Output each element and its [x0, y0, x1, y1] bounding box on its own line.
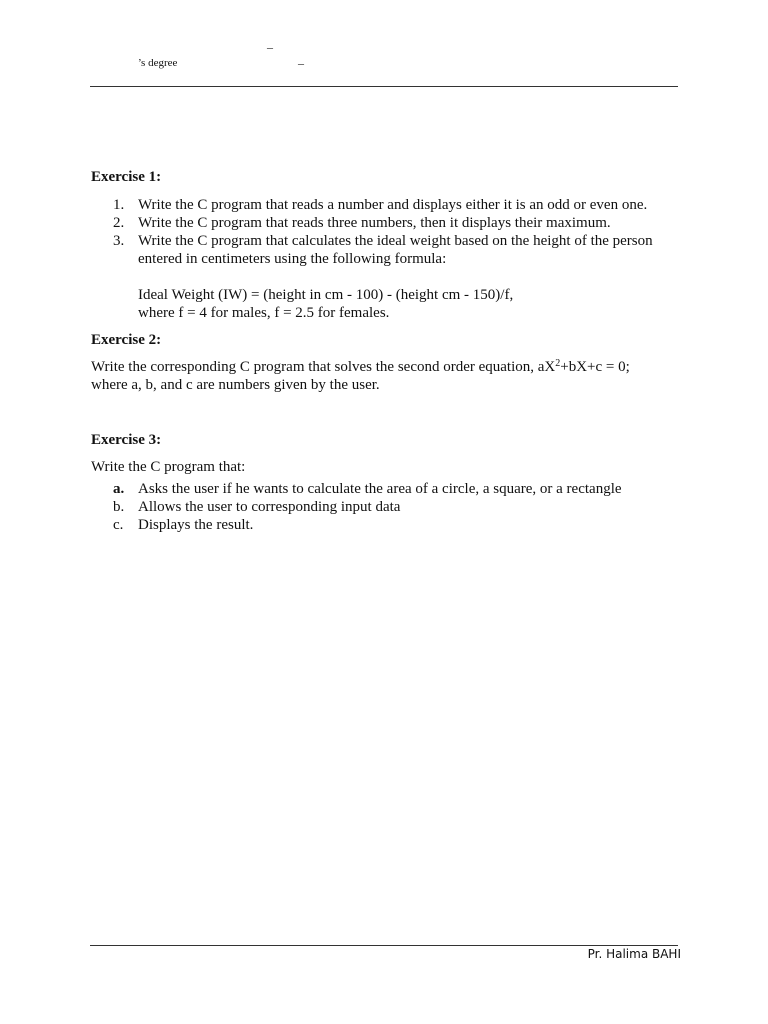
footer-author: Pr. Halima BAHI [587, 947, 681, 961]
exponent: 2 [555, 358, 561, 369]
list-item [91, 498, 681, 516]
list-item-text: Allows the user to corresponding input data [138, 499, 401, 515]
exercise-2-line [91, 358, 681, 376]
equation-tail: +bX+c = 0; [560, 359, 630, 375]
list-item-number: 2. [113, 215, 125, 231]
exercise-3-intro: Write the C program that: [91, 459, 246, 475]
list-item-letter: c. [113, 517, 124, 533]
list-item [91, 196, 681, 214]
list-item-number: 3. [113, 233, 125, 249]
exercise-1-title: Exercise 1: [91, 169, 162, 185]
list-item-letter: b. [113, 499, 125, 515]
list-item [91, 516, 681, 534]
exercise-1-list [91, 196, 681, 268]
exercise-2-text [91, 358, 681, 394]
list-item [91, 232, 681, 268]
list-item-text: Asks the user if he wants to calculate the area of a circle, a square, or a rectangle [138, 481, 622, 497]
formula-condition: where f = 4 for males, f = 2.5 for females. [138, 305, 390, 321]
ideal-weight-formula [91, 286, 681, 322]
list-item-text: Write the C program that reads a number and displays either it is an odd or even one. [138, 197, 648, 213]
exercise-3-list [91, 480, 681, 534]
header-dash: – [298, 56, 304, 70]
exercise-2-line2: where a, b, and c are numbers given by the user. [91, 377, 380, 393]
header-divider [90, 86, 678, 87]
list-item-letter: a. [113, 481, 125, 497]
document-body [91, 168, 681, 534]
list-item [91, 480, 681, 498]
header-degree-text: ’s degree [138, 57, 178, 69]
list-item-number: 1. [113, 197, 125, 213]
header-dash: – [267, 40, 273, 54]
formula-line: Ideal Weight (IW) = (height in cm - 100) - (height cm - 150)/f, [138, 287, 514, 303]
equation-text: Write the corresponding C program that solves the second order equation, aX [91, 359, 556, 375]
list-item [91, 214, 681, 232]
list-item-text: Write the C program that calculates the ideal weight based on the height of the person entered in centimeters using the following formula: [138, 233, 653, 267]
exercise-2-title: Exercise 2: [91, 332, 162, 348]
exercise-3-title: Exercise 3: [91, 432, 162, 448]
footer-divider [90, 945, 678, 946]
list-item-text: Displays the result. [138, 517, 254, 533]
list-item-text: Write the C program that reads three numbers, then it displays their maximum. [138, 215, 611, 231]
